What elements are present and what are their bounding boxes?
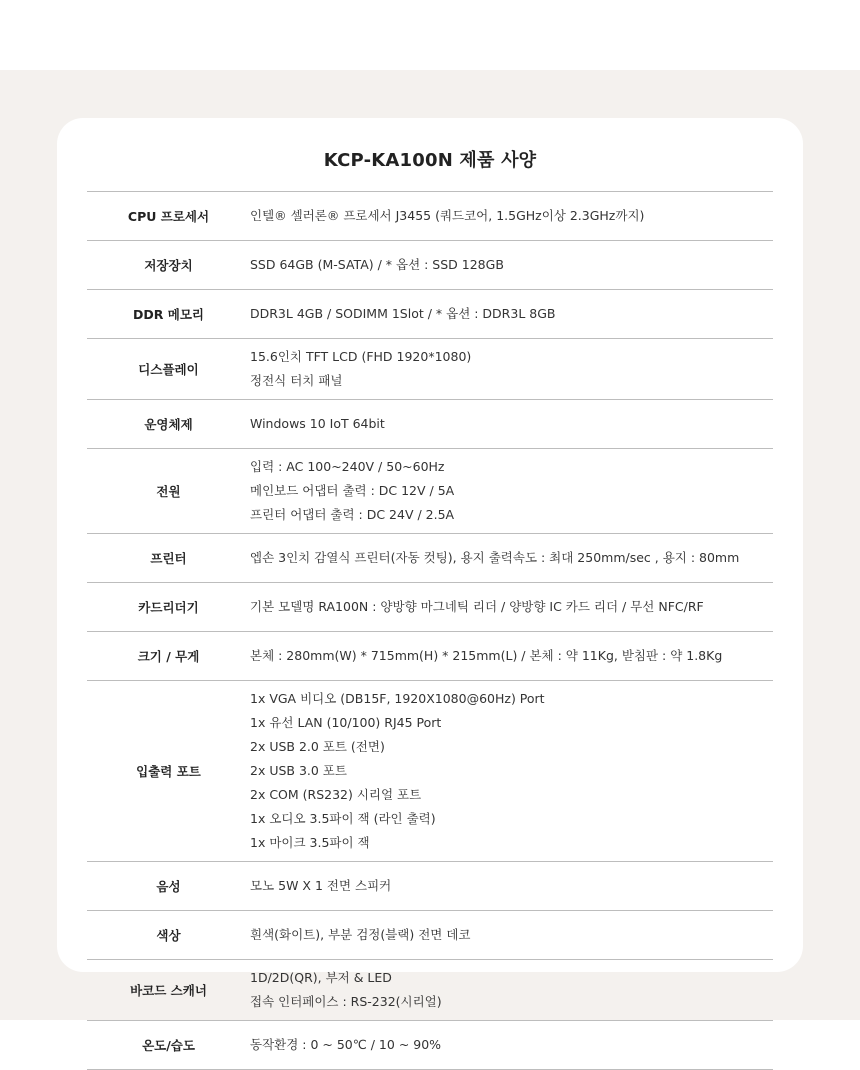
spec-label: 디스플레이 bbox=[87, 339, 250, 400]
spec-value bbox=[250, 1021, 773, 1070]
spec-label: 색상 bbox=[87, 911, 250, 960]
spec-value-line: 프린터 어댑터 출력 : DC 24V / 2.5A bbox=[250, 507, 455, 522]
spec-label: 온도/습도 bbox=[87, 1021, 250, 1070]
spec-row bbox=[87, 290, 773, 339]
spec-row bbox=[87, 862, 773, 911]
spec-value bbox=[250, 862, 773, 911]
spec-value-line: 접속 인터페이스 : RS-232(시리얼) bbox=[250, 994, 442, 1009]
spec-row bbox=[87, 534, 773, 583]
spec-label: 입출력 포트 bbox=[87, 681, 250, 862]
spec-value-line: 모노 5W X 1 전면 스피커 bbox=[250, 878, 392, 893]
spec-value bbox=[250, 960, 773, 1021]
spec-label: 바코드 스캐너 bbox=[87, 960, 250, 1021]
spec-value-line: 흰색(화이트), 부분 검정(블랙) 전면 데코 bbox=[250, 927, 471, 942]
spec-value bbox=[250, 290, 773, 339]
spec-value-line: 2x COM (RS232) 시리얼 포트 bbox=[250, 787, 422, 802]
spec-value bbox=[250, 241, 773, 290]
spec-value-line: 엡손 3인치 감열식 프린터(자동 컷팅), 용지 출력속도 : 최대 250mm/sec , 용지 : 80mm bbox=[250, 550, 740, 565]
spec-label: 저장장치 bbox=[87, 241, 250, 290]
spec-row bbox=[87, 400, 773, 449]
spec-value-line: DDR3L 4GB / SODIMM 1Slot / * 옵션 : DDR3L 8GB bbox=[250, 306, 556, 321]
spec-row bbox=[87, 632, 773, 681]
spec-value bbox=[250, 583, 773, 632]
spec-value-line: 15.6인치 TFT LCD (FHD 1920*1080) bbox=[250, 349, 472, 364]
spec-label: DDR 메모리 bbox=[87, 290, 250, 339]
spec-value-line: 1x VGA 비디오 (DB15F, 1920X1080@60Hz) Port bbox=[250, 691, 545, 706]
spec-value-line: 기본 모델명 RA100N : 양방향 마그네틱 리더 / 양방향 IC 카드 리더 / 무선 NFC/RF bbox=[250, 599, 704, 614]
spec-label: 프린터 bbox=[87, 534, 250, 583]
spec-value bbox=[250, 911, 773, 960]
spec-value-line: 2x USB 3.0 포트 bbox=[250, 763, 347, 778]
spec-value-line: SSD 64GB (M-SATA) / * 옵션 : SSD 128GB bbox=[250, 257, 504, 272]
spec-label: 음성 bbox=[87, 862, 250, 911]
spec-row bbox=[87, 241, 773, 290]
spec-label: 카드리더기 bbox=[87, 583, 250, 632]
spec-label: 크기 / 무게 bbox=[87, 632, 250, 681]
spec-row bbox=[87, 449, 773, 534]
spec-table bbox=[87, 191, 773, 1070]
page-title: KCP-KA100N 제품 사양 bbox=[323, 150, 537, 171]
spec-row bbox=[87, 960, 773, 1021]
spec-value bbox=[250, 681, 773, 862]
spec-row bbox=[87, 583, 773, 632]
spec-value-line: 2x USB 2.0 포트 (전면) bbox=[250, 739, 385, 754]
spec-row bbox=[87, 681, 773, 862]
spec-value-line: 1x 마이크 3.5파이 잭 bbox=[250, 835, 370, 850]
spec-value bbox=[250, 534, 773, 583]
spec-value-line: 본체 : 280mm(W) * 715mm(H) * 215mm(L) / 본체 : 약 11Kg, 받침판 : 약 1.8Kg bbox=[250, 648, 723, 663]
top-band bbox=[0, 0, 860, 70]
spec-value bbox=[250, 339, 773, 400]
spec-value-line: 메인보드 어댑터 출력 : DC 12V / 5A bbox=[250, 483, 455, 498]
spec-row bbox=[87, 192, 773, 241]
spec-row bbox=[87, 1021, 773, 1070]
spec-value bbox=[250, 449, 773, 534]
spec-value-line: 인텔® 셀러론® 프로세서 J3455 (쿼드코어, 1.5GHz이상 2.3GHz까지) bbox=[250, 208, 645, 223]
spec-value-line: 1x 유선 LAN (10/100) RJ45 Port bbox=[250, 715, 442, 730]
spec-value-line: 정전식 터치 패널 bbox=[250, 373, 343, 388]
spec-value bbox=[250, 400, 773, 449]
spec-row bbox=[87, 339, 773, 400]
spec-value-line: 1x 오디오 3.5파이 잭 (라인 출력) bbox=[250, 811, 436, 826]
spec-value bbox=[250, 192, 773, 241]
spec-value bbox=[250, 632, 773, 681]
spec-label: 전원 bbox=[87, 449, 250, 534]
spec-value-line: 1D/2D(QR), 부저 & LED bbox=[250, 970, 392, 985]
spec-label: 운영체제 bbox=[87, 400, 250, 449]
spec-value-line: Windows 10 IoT 64bit bbox=[250, 416, 385, 431]
spec-label: CPU 프로세서 bbox=[87, 192, 250, 241]
spec-value-line: 입력 : AC 100~240V / 50~60Hz bbox=[250, 459, 445, 474]
spec-value-line: 동작환경 : 0 ~ 50℃ / 10 ~ 90% bbox=[250, 1037, 442, 1052]
spec-row bbox=[87, 911, 773, 960]
